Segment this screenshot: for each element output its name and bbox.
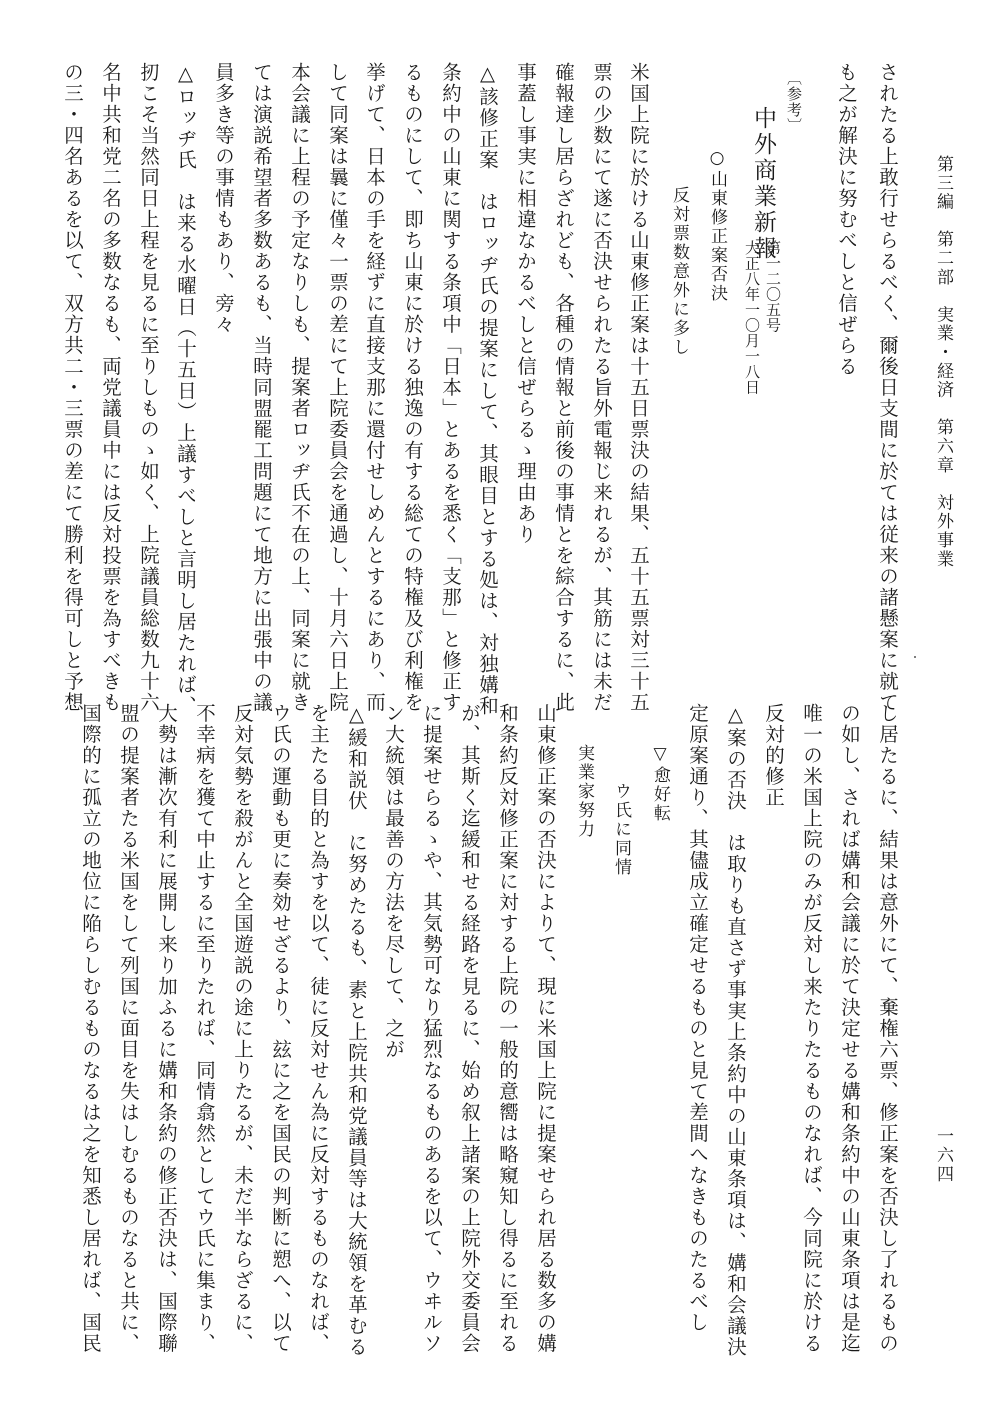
body-line: し居たるに、結果は意外にて、棄権六票、修正案を否決し了れるもの <box>876 703 899 1354</box>
body-line: 扨こそ当然同日上程を見るに至りしものゝ如く、上院議員総数九十六 <box>137 62 160 713</box>
body-line: 反対気勢を殺がんと全国遊説の途に上りたるが、未だ半ならざるに、 <box>231 703 254 1354</box>
body-line: の如し、されば媾和会議に於て決定せる媾和条約中の山東条項は是迄 <box>838 703 861 1354</box>
body-line: 定原案通り、其儘成立確定せるものと見て差間へなきものたるべし <box>686 703 709 1333</box>
body-line: △ロッヂ氏 は来る水曜日（十五日）上議すべしと言明し居たれば、 <box>174 62 197 717</box>
body-line: に提案せらるゝや、其気勢可なり猛烈なるものあるを以て、ウヰルソ <box>420 703 443 1354</box>
reference-tag: 〔参考〕 <box>785 70 803 134</box>
body-line: △案の否決 は取りも直さず事実上条約中の山東条項は、媾和会議決 <box>724 703 747 1358</box>
body-line: の三・四名あるを以て、双方共二・三票の差にて勝利を得可しと予想 <box>61 62 84 713</box>
text-line: も之が解決に努むべしと信ぜらる <box>835 62 858 377</box>
article-heading: ○山東修正案否決 <box>707 148 727 303</box>
body-line: 唯一の米国上院のみが反対し来たりたるものなれば、今同院に於ける <box>800 703 823 1354</box>
ink-dot <box>914 656 916 658</box>
body-line: ては演説希望者多数あるも、当時同盟罷工問題にて地方に出張中の議 <box>250 62 273 713</box>
section-heading: ▽愈好転 <box>650 744 670 823</box>
body-line: 不幸病を獲て中止するに至りたれば、同情翕然としてウ氏に集まり、 <box>193 703 216 1354</box>
body-line: 和条約反対修正案に対する上院の一般的意嚮は略窺知し得るに至れる <box>496 703 519 1354</box>
body-line: を主たる目的と為すを以て、徒に反対せん為に反対するものなれば、 <box>307 703 330 1354</box>
body-line: 米国上院に於ける山東修正案は十五日票決の結果、五十五票対三十五 <box>627 62 650 713</box>
body-line: 事蓋し事実に相違なかるべしと信ぜらるゝ理由あり <box>514 62 537 545</box>
body-line: して同案は曩に僅々一票の差にて上院委員会を通過し、十月六日上院 <box>326 62 349 713</box>
body-line: 員多き等の事情もあり、旁々 <box>212 62 235 335</box>
issue-number: 第一二〇五号 <box>764 240 782 333</box>
section-subheading: ウ氏に同情 <box>611 782 631 877</box>
body-line: 国際的に孤立の地位に陥らしむるものなるは之を知悉し居れば、国民 <box>79 703 102 1354</box>
newspaper-title: 中外商業新報 <box>750 106 776 262</box>
body-line: るものにして、即ち山東に於ける独逸の有する総ての特権及び利権を <box>401 62 424 713</box>
body-line: △該修正案 はロッヂ氏の提案にして、其眼目とする処は、対独媾和 <box>476 62 499 717</box>
body-line: 名中共和党二名の多数なるも、両党議員中には反対投票を為すべきも <box>99 62 122 713</box>
text-line: されたる上敢行せらるべく、爾後日支間に於ては従来の諸懸案に就て <box>876 62 899 713</box>
body-line: 反対的修正 <box>762 703 785 808</box>
body-line: 本会議に上程の予定なりしも、提案者ロッヂ氏不在の上、同案に就き <box>288 62 311 713</box>
body-line: 大勢は漸次有利に展開し来り加ふるに媾和条約の修正否決は、国際聯 <box>155 703 178 1354</box>
body-line: ン大統領は最善の方法を尽して、之が <box>382 703 405 1060</box>
body-line: 条約中の山東に関する条項中「日本」とあるを悉く「支那」と修正す <box>439 62 462 713</box>
body-line: ウ氏の運動も更に奏効せざるより、玆に之を国民の判断に愬へ、以て <box>269 703 292 1354</box>
article-subheading: 反対票数意外に多し <box>669 186 689 357</box>
body-line: △緩和説伏 に努めたるも、素と上院共和党議員等は大統領を革むる <box>345 703 368 1358</box>
issue-date: 大正八年一〇月一八日 <box>743 240 761 395</box>
page-number: 一六四 <box>933 1127 953 1184</box>
section-subheading: 実業家努力 <box>574 744 594 839</box>
body-line: 山東修正案の否決によりて、現に米国上院に提案せられ居る数多の媾 <box>534 703 557 1354</box>
running-header: 第三編 第二部 実業・経済 第六章 対外事業 <box>933 155 953 569</box>
body-line: が、其斯く迄緩和せる経路を見るに、始め叙上諸案の上院外交委員会 <box>458 703 481 1354</box>
body-line: 盟の提案者たる米国をして列国に面目を失はしむるものなると共に、 <box>117 703 140 1354</box>
body-line: 票の少数にて遂に否決せられたる旨外電報じ来れるが、其筋には未だ <box>590 62 613 713</box>
body-line: 挙げて、日本の手を経ずに直接支那に還付せしめんとするにあり、而 <box>363 62 386 713</box>
body-line: 確報達し居らざれども、各種の情報と前後の事情とを綜合するに、此 <box>552 62 575 713</box>
